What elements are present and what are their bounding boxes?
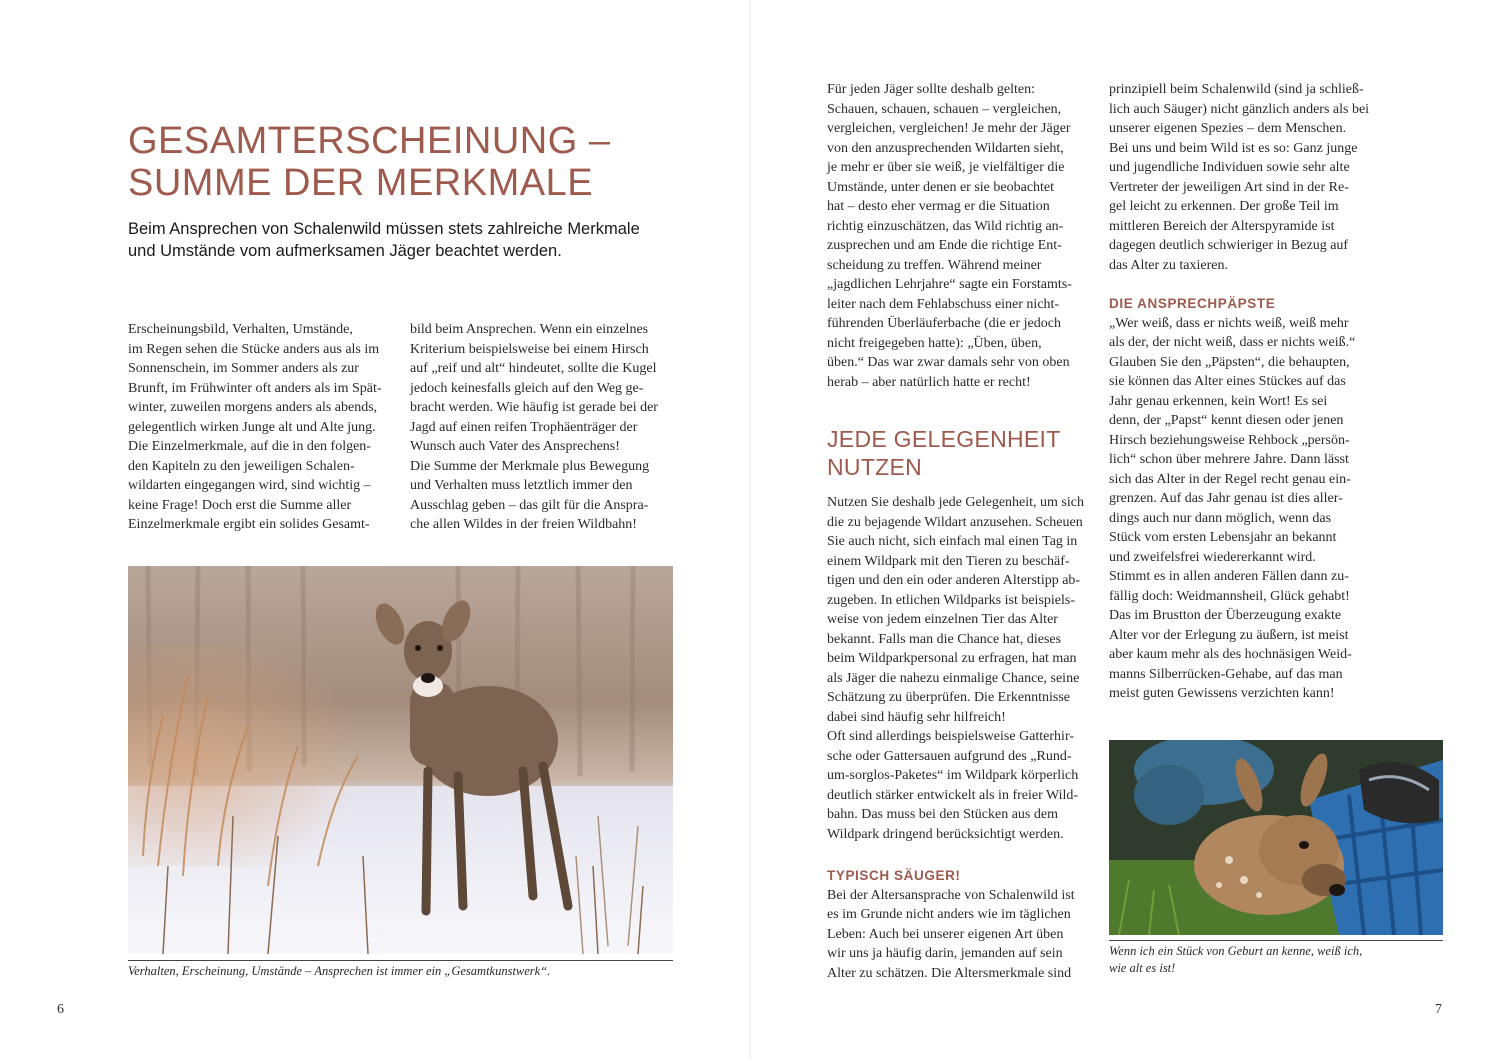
text-line: und zweifelsfrei wiedererkannt wird. [1109, 549, 1316, 565]
text-line: Alter vor der Erlegung zu äußern, ist meist [1109, 627, 1349, 643]
text-line: dabei sind häufig sehr hilfreich! [827, 709, 1006, 725]
text-line: grenzen. Auf das Jahr genau ist dies aller- [1109, 491, 1343, 506]
subheading-typisch-saeuger: TYPISCH SÄUGER! [827, 868, 961, 883]
text-line: wir uns ja häufig darin, jemanden auf sein [827, 946, 1063, 961]
text-line: bahn. Das muss bei den Stücken aus dem [827, 807, 1058, 822]
text-line: Erscheinungsbild, Verhalten, Umstände, [128, 322, 353, 337]
text-line: zugeben. In etlichen Wildparks ist beispiels- [827, 592, 1076, 608]
text-line: die zu bejagende Wildart anzusehen. Scheuen [827, 514, 1083, 530]
text-line: Vertreter der jeweiligen Art sind in der Re- [1109, 179, 1349, 195]
text-column-1 [128, 320, 386, 535]
text-line: mittleren Bereich der Alterspyramide ist [1109, 218, 1335, 234]
text-line: GESAMTERSCHEINUNG – [128, 120, 611, 162]
text-line: weise von jedem einzelnen Tier das Alter [827, 612, 1058, 627]
fawn-in-crate-photo [1109, 740, 1443, 935]
text-line: tigen und den ein oder anderen Alterstipp ab- [827, 573, 1081, 588]
text-line: Die Summe der Merkmale plus Bewegung [410, 458, 650, 474]
body-paragraph [1109, 80, 1375, 275]
text-line: zusprechen und am Ende die richtige Ent- [827, 238, 1062, 253]
text-line: nicht freigegeben hatte): „Üben, üben, [827, 335, 1042, 351]
text-line: einem Wildpark mit den Tieren zu beschäf- [827, 553, 1070, 569]
text-line: Für jeden Jäger sollte deshalb gelten: [827, 82, 1035, 97]
text-line: bracht werden. Wie häufig ist gerade bei der [410, 400, 658, 415]
text-line: unserer eigenen Spezies – dem Menschen. [1109, 121, 1347, 136]
text-line: Das im Brustton der Überzeugung exakte [1109, 608, 1342, 623]
text-line: als der, der nicht weiß, dass er nichts weiß.“ [1109, 335, 1356, 350]
text-line: fällig doch: Weidmannsheil, Glück gehabt! [1109, 588, 1350, 604]
text-line: Hirsch beziehungsweise Rehbock „persön- [1109, 432, 1350, 448]
text-line: winter, zuweilen morgens anders als abends, [128, 400, 378, 415]
text-line: Schätzung zu überprüfen. Die Erkenntnisse [827, 690, 1070, 705]
text-line: JEDE GELEGENHEIT [827, 426, 1061, 452]
text-line: Leben: Auch bei unserer eigenen Art üben [827, 926, 1064, 942]
text-line: che allen Wildes in der freien Wildbahn! [410, 517, 637, 532]
text-line: Brunft, im Frühwinter oft anders als im Spät- [128, 380, 382, 396]
text-line: Jahr genau erkennen, kein Wort! Es sei [1109, 393, 1328, 409]
text-line: beim Wildparkpersonal zu erfragen, hat man [827, 651, 1077, 666]
text-line: denn, der „Papst“ kennt diesen oder jenen [1109, 413, 1344, 428]
text-line: Sonnenschein, im Sommer anders als zur [128, 361, 359, 376]
lead-paragraph [128, 218, 688, 262]
text-line: auf „reif und alt“ hindeutet, sollte die Kugel [410, 361, 657, 376]
text-line: Stimmt es in allen anderen Fällen dann zu- [1109, 569, 1349, 584]
text-line: dings auch nur dann möglich, wenn das [1109, 510, 1332, 526]
text-line: bild beim Ansprechen. Wenn ein einzelnes [410, 322, 649, 337]
text-line: Kriterium beispielsweise bei einem Hirsch [410, 341, 649, 357]
text-line: und jugendliche Individuen sowie sehr alte [1109, 160, 1350, 175]
page-title [128, 120, 688, 204]
text-line: Wunsch auch Vater des Ansprechens! [410, 439, 620, 454]
text-line: sche oder Gattersauen aufgrund des „Rund- [827, 748, 1072, 764]
body-paragraph [827, 493, 1089, 844]
text-line: herab – aber natürlich hatte er recht! [827, 374, 1031, 390]
text-line: leiter nach dem Fehlabschuss einer nicht- [827, 296, 1060, 312]
right-page [750, 0, 1500, 1059]
text-column-4 [1109, 80, 1375, 704]
body-paragraph [410, 320, 674, 535]
text-column-3 [827, 80, 1089, 983]
text-line: vergleichen, vergleichen! Je mehr der Jäger [827, 121, 1071, 136]
body-paragraph [827, 80, 1089, 392]
text-line: SUMME DER MERKMALE [128, 162, 594, 204]
subheading-ansprechpaepste: DIE ANSPRECHPÄPSTE [1109, 296, 1276, 311]
text-line: wie alt es ist! [1109, 961, 1176, 975]
photo-caption [1109, 943, 1443, 977]
text-line: Alter zu schätzen. Die Altersmerkmale sind [827, 965, 1072, 981]
text-line: Bei uns und beim Wild ist es so: Ganz junge [1109, 140, 1358, 156]
page-number: 6 [57, 1002, 64, 1017]
text-line: um-sorglos-Paketes“ im Wildpark körperlich [827, 768, 1079, 783]
text-line: dagegen deutlich schwieriger in Bezug auf [1109, 238, 1349, 253]
text-line: NUTZEN [827, 454, 923, 480]
body-paragraph [1109, 314, 1375, 704]
text-line: Wenn ich ein Stück von Geburt an kenne, weiß ich, [1109, 944, 1363, 958]
text-line: je mehr er über sie weiß, je vielfältiger die [827, 160, 1065, 175]
text-line: im Regen sehen die Stücke anders aus als im [128, 341, 380, 357]
page-number: 7 [1435, 1002, 1442, 1017]
text-line: Wildpark dringend berücksichtigt werden. [827, 826, 1064, 842]
text-line: sie können das Alter eines Stückes auf das [1109, 374, 1346, 389]
text-line: wildarten eingegangen wird, sind wichtig – [128, 478, 371, 493]
caption-rule [1109, 940, 1443, 941]
text-line: den Kapiteln zu den jeweiligen Schalen- [128, 458, 355, 474]
text-line: bekannt. Falls man die Chance hat, dieses [827, 631, 1062, 647]
text-column-2 [410, 320, 674, 535]
text-line: lich auch Säuger) nicht gänzlich anders als bei [1109, 101, 1370, 117]
text-line: deutlich stärker entwickelt als in freier Wild- [827, 787, 1079, 803]
text-line: Oft sind allerdings beispielsweise Gatterhir- [827, 729, 1074, 744]
text-line: das Alter zu taxieren. [1109, 257, 1228, 273]
text-line: meist guten Gewissens verzichten kann! [1109, 686, 1335, 701]
text-line: lich“ schon über mehrere Jahre. Dann lässt [1109, 452, 1349, 467]
text-line: scheidung zu treffen. Während meiner [827, 257, 1042, 273]
roe-deer-snow-photo [128, 566, 673, 954]
text-line: „Wer weiß, dass er nichts weiß, weiß mehr [1109, 315, 1349, 331]
text-line: manns Silberrücken-Gehabe, auf das man [1109, 666, 1343, 682]
text-line: Glauben Sie den „Päpsten“, die behaupten, [1109, 354, 1350, 370]
text-line: Jagd auf einen reifen Trophäenträger der [410, 419, 638, 435]
text-line: Nutzen Sie deshalb jede Gelegenheit, um sich [827, 495, 1084, 510]
caption-rule [128, 960, 673, 961]
text-line: führenden Überläuferbache (die er jedoch [827, 316, 1061, 331]
text-line: richtig einzuschätzen, das Wild richtig an- [827, 218, 1064, 234]
text-line: üben.“ Das war zwar damals sehr von oben [827, 355, 1070, 370]
text-line: Beim Ansprechen von Schalenwild müssen stets zahlreiche Merkmale [128, 220, 640, 238]
text-line: als Jäger die nahezu einmalige Chance, seine [827, 670, 1080, 686]
text-line: sich das Alter in der Regel recht genau ein- [1109, 471, 1351, 487]
text-line: Stück vom ersten Lebensjahr an bekannt [1109, 530, 1337, 545]
photo-caption: Verhalten, Erscheinung, Umstände – Ansprechen ist immer ein „Gesamtkunstwerk“. [128, 964, 551, 978]
text-line: und Verhalten muss letztlich immer den [410, 478, 633, 493]
text-line: Sie auch nicht, sich einfach mal einen Tag in [827, 534, 1078, 549]
text-line: und Umstände vom aufmerksamen Jäger beachtet werden. [128, 242, 562, 260]
section-heading [827, 425, 1089, 481]
text-line: keine Frage! Doch erst die Summe aller [128, 497, 352, 513]
text-line: jedoch keinesfalls gleich auf den Weg ge- [410, 380, 644, 396]
text-line: Einzelmerkmale ergibt ein solides Gesamt- [128, 517, 370, 532]
text-line: „jagdlichen Lehrjahre“ sagte ein Forstamts- [827, 277, 1072, 292]
text-line: Bei der Altersansprache von Schalenwild ist [827, 887, 1075, 903]
text-line: hat – desto eher vermag er die Situation [827, 199, 1050, 214]
text-line: prinzipiell beim Schalenwild (sind ja schließ- [1109, 82, 1364, 97]
text-line: gelegentlich wirken Junge alt und Alte jung. [128, 419, 376, 435]
text-line: gel leicht zu erkennen. Der große Teil im [1109, 199, 1339, 214]
text-line: Die Einzelmerkmale, auf die in den folgen- [128, 439, 371, 454]
text-line: Umstände, unter denen er sie beobachtet [827, 179, 1055, 195]
text-line: Schauen, schauen, schauen – vergleichen, [827, 101, 1062, 117]
body-paragraph [128, 320, 386, 535]
body-paragraph [827, 886, 1089, 984]
text-line: von den anzusprechenden Wildarten sieht, [827, 140, 1064, 156]
text-line: Ausschlag geben – das gilt für die Anspra- [410, 497, 649, 513]
text-line: es im Grunde nicht anders wie im täglichen [827, 907, 1071, 922]
text-line: aber kaum mehr als des hochnäsigen Weid- [1109, 647, 1352, 662]
